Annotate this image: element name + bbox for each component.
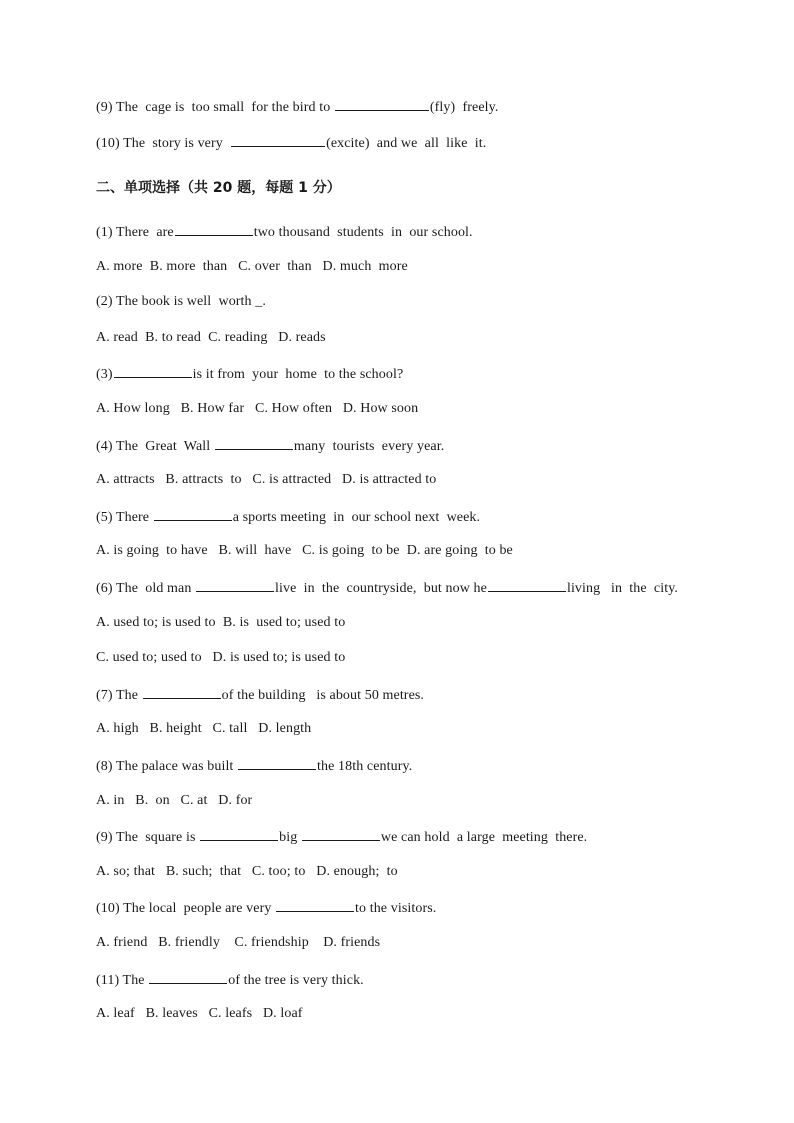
answer-blank[interactable] <box>200 827 278 841</box>
question-9 <box>96 827 587 847</box>
options-11: A. leaf B. leaves C. leafs D. loaf <box>96 1006 303 1021</box>
text: we can hold a large meeting there. <box>380 830 588 845</box>
text: (fly) freely. <box>429 100 499 115</box>
answer-blank[interactable] <box>335 97 429 111</box>
question-1 <box>96 222 473 242</box>
answer-blank[interactable] <box>276 898 354 912</box>
text: (9) The cage is too small for the bird to <box>96 100 334 115</box>
answer-blank[interactable] <box>149 970 227 984</box>
answer-blank[interactable] <box>302 827 380 841</box>
question-10 <box>96 898 436 918</box>
options-9: A. so; that B. such; that C. too; to D. enough; to <box>96 864 398 879</box>
options-8: A. in B. on C. at D. for <box>96 793 253 808</box>
question-4 <box>96 436 444 456</box>
answer-blank[interactable] <box>154 507 232 521</box>
options-6a: A. used to; is used to B. is used to; used to <box>96 615 346 630</box>
text: (9) The square is <box>96 830 200 845</box>
fill-in-9 <box>96 97 498 117</box>
answer-blank[interactable] <box>196 578 274 592</box>
text: many tourists every year. <box>293 439 445 454</box>
text: (11) The <box>96 973 149 988</box>
options-3: A. How long B. How far C. How often D. How soon <box>96 401 419 416</box>
text: (6) The old man <box>96 581 196 596</box>
options-5: A. is going to have B. will have C. is going to be D. are going to be <box>96 543 513 558</box>
options-2: A. read B. to read C. reading D. reads <box>96 330 326 345</box>
text: (4) The Great Wall <box>96 439 214 454</box>
text: live in the countryside, but now he <box>275 581 487 596</box>
question-8 <box>96 756 412 776</box>
question-2 <box>96 293 266 311</box>
answer-blank[interactable] <box>231 133 325 147</box>
question-6 <box>96 578 678 598</box>
text: (10) The story is very <box>96 136 231 151</box>
options-10: A. friend B. friendly C. friendship D. friends <box>96 935 381 950</box>
answer-blank[interactable] <box>175 222 253 236</box>
text: living in the city. <box>566 581 678 596</box>
text: (1) There are <box>96 225 174 240</box>
question-3 <box>96 364 403 384</box>
text: two thousand students in our school. <box>253 225 473 240</box>
options-4: A. attracts B. attracts to C. is attracted D. is attracted to <box>96 472 437 487</box>
question-11 <box>96 970 364 990</box>
text: (10) The local people are very <box>96 901 276 916</box>
text: of the building is about 50 metres. <box>221 688 425 703</box>
text: big <box>279 830 301 845</box>
text: to the visitors. <box>355 901 437 916</box>
answer-blank[interactable] <box>114 364 192 378</box>
text: a sports meeting in our school next week. <box>232 510 481 525</box>
question-5 <box>96 507 480 527</box>
text: the 18th century. <box>317 759 413 774</box>
answer-blank[interactable] <box>238 756 316 770</box>
text: (3) <box>96 367 113 382</box>
text: (8) The palace was built <box>96 759 238 774</box>
text: (excite) and we all like it. <box>326 136 487 151</box>
question-7 <box>96 685 424 705</box>
answer-blank[interactable] <box>215 436 293 450</box>
fill-in-10 <box>96 133 486 153</box>
answer-blank[interactable] <box>143 685 221 699</box>
text: (5) There <box>96 510 153 525</box>
text: (2) The book is well worth _. <box>96 294 266 309</box>
text: of the tree is very thick. <box>228 973 364 988</box>
text: (7) The <box>96 688 142 703</box>
text: is it from your home to the school? <box>192 367 404 382</box>
options-7: A. high B. height C. tall D. length <box>96 721 312 736</box>
options-6b: C. used to; used to D. is used to; is used to <box>96 650 346 665</box>
options-1: A. more B. more than C. over than D. much more <box>96 259 408 274</box>
section-heading: 二、单项选择（共 20 题，每题 1 分） <box>96 180 341 196</box>
answer-blank[interactable] <box>488 578 566 592</box>
